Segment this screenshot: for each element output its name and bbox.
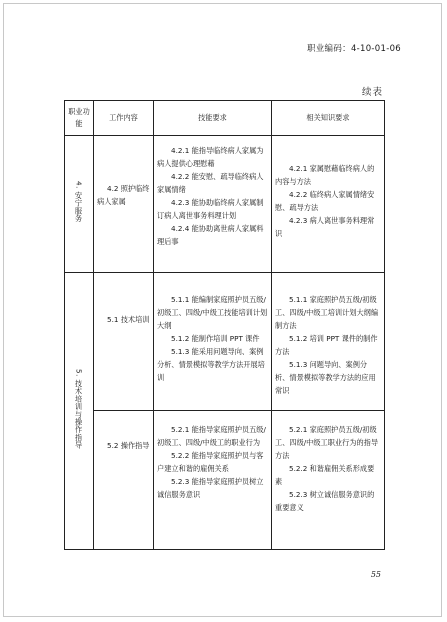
domain-cell xyxy=(65,273,94,550)
work-content-text: 4.2 照护临终病人家属 xyxy=(97,184,150,206)
header-occupation-function: 职业功能 xyxy=(65,101,94,136)
knowledge-cell xyxy=(272,136,385,273)
skill-item: 4.2.1 能指导临终病人家属为病人提供心理慰藉 xyxy=(157,146,264,168)
table-row xyxy=(65,136,385,273)
work-content-cell xyxy=(94,273,154,411)
skills-cell xyxy=(154,273,272,411)
skill-item: 5.2.3 能指导家庭照护员树立诚信服务意识 xyxy=(157,477,264,499)
header-knowledge-requirements: 相关知识要求 xyxy=(272,101,385,136)
knowledge-item: 5.2.1 家庭照护员五级/初级工、四级/中级工职业行为的指导方法 xyxy=(275,425,379,460)
skill-item: 5.1.3 能采用问题导向、案例分析、情景模拟等教学方法开展培训 xyxy=(157,347,265,382)
skill-item: 5.2.2 能指导家庭照护员与客户建立和谐的雇佣关系 xyxy=(157,451,264,473)
skill-item: 5.1.2 能制作培训 PPT 课件 xyxy=(171,334,260,343)
knowledge-item: 4.2.2 临终病人家属情绪安慰、疏导方法 xyxy=(275,190,375,212)
skill-item: 4.2.2 能安慰、疏导临终病人家属情绪 xyxy=(157,172,264,194)
skills-cell xyxy=(154,411,272,550)
table-row xyxy=(65,273,385,411)
knowledge-cell xyxy=(272,273,385,411)
work-content-cell xyxy=(94,411,154,550)
domain-label: 4. 安宁服务 xyxy=(74,181,84,223)
domain-label: 5. 技术培训与操作指导 xyxy=(74,369,84,449)
page-number: 55 xyxy=(370,570,381,579)
knowledge-item: 5.2.2 和谐雇佣关系形成要素 xyxy=(275,464,375,486)
knowledge-item: 5.1.2 培训 PPT 课件的制作方法 xyxy=(275,334,378,356)
domain-cell xyxy=(65,136,94,273)
skill-requirements-table xyxy=(64,100,385,550)
skill-item: 4.2.3 能协助临终病人家属制订病人离世事务料理计划 xyxy=(157,198,264,220)
header-work-content: 工作内容 xyxy=(94,101,154,136)
knowledge-item: 5.1.3 问题导向、案例分析、情景模拟等教学方法的应用常识 xyxy=(275,360,376,395)
knowledge-item: 4.2.3 病人离世事务料理常识 xyxy=(275,216,375,238)
knowledge-item: 5.1.1 家庭照护员五级/初级工、四级/中级工培训计划大纲编制方法 xyxy=(275,295,379,330)
skill-item: 5.1.1 能编制家庭照护员五级/初级工、四级/中级工技能培训计划大纲 xyxy=(157,295,268,330)
knowledge-item: 5.2.3 树立诚信服务意识的重要意义 xyxy=(275,490,375,512)
skills-cell xyxy=(154,136,272,273)
knowledge-item: 4.2.1 家属慰藉临终病人的内容与方法 xyxy=(275,164,375,186)
table-row xyxy=(65,411,385,550)
work-content-text: 5.2 操作指导 xyxy=(107,441,150,450)
continued-label: 续表 xyxy=(361,87,383,98)
work-content-text: 5.1 技术培训 xyxy=(107,315,150,324)
skill-item: 4.2.4 能协助离世病人家属料理后事 xyxy=(157,224,264,246)
header-skill-requirements: 技能要求 xyxy=(154,101,272,136)
table-header-row xyxy=(65,101,385,136)
skill-item: 5.2.1 能指导家庭照护员五级/初级工、四级/中级工的职业行为 xyxy=(157,425,266,447)
knowledge-cell xyxy=(272,411,385,550)
work-content-cell xyxy=(94,136,154,273)
occupation-code: 职业编码：4-10-01-06 xyxy=(306,44,401,54)
